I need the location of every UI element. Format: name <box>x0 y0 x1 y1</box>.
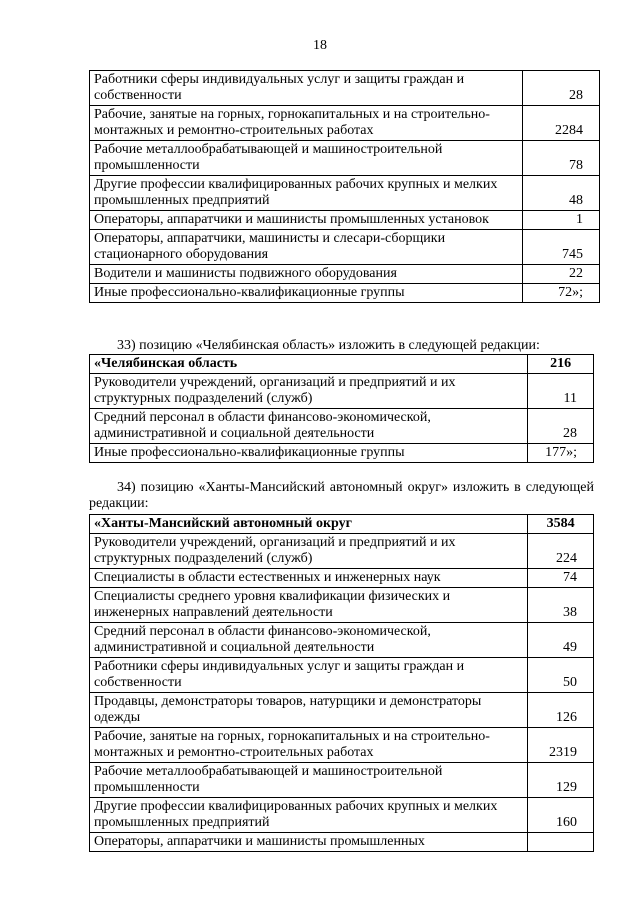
table-row <box>90 588 594 623</box>
count-cell: 38 <box>528 588 594 623</box>
table-row <box>90 569 594 588</box>
count-cell: 1 <box>523 211 600 230</box>
occupation-group-cell: Рабочие металлообрабатывающей и машиностроительной промышленности <box>90 763 528 798</box>
occupation-group-cell: Операторы, аппаратчики и машинисты промышленных установок <box>90 211 523 230</box>
region-name: «Челябинская область <box>90 355 528 374</box>
occupation-group-cell: Рабочие, занятые на горных, горнокапитальных и на строительно-монтажных и ремонтно-строительных работах <box>90 728 528 763</box>
occupation-group-cell: Средний персонал в области финансово-экономической, административной и социальной деятельности <box>90 409 528 444</box>
count-cell: 126 <box>528 693 594 728</box>
table-row <box>90 176 600 211</box>
count-cell: 48 <box>523 176 600 211</box>
occupation-group-cell: Рабочие металлообрабатывающей и машиностроительной промышленности <box>90 141 523 176</box>
occupation-group-cell: Другие профессии квалифицированных рабочих крупных и мелких промышленных предприятий <box>90 176 523 211</box>
region-total: 216 <box>528 355 594 374</box>
paragraph-33: 33) позицию «Челябинская область» изложить в следующей редакции: <box>117 338 540 353</box>
count-cell: 2284 <box>523 106 600 141</box>
occupation-group-cell: Иные профессионально-квалификационные группы <box>90 444 528 463</box>
table-row <box>90 211 600 230</box>
table-chelyabinsk <box>89 354 594 463</box>
table-row <box>90 374 594 409</box>
table-row <box>90 623 594 658</box>
count-cell: 22 <box>523 265 600 284</box>
occupation-group-cell: Специалисты в области естественных и инженерных наук <box>90 569 528 588</box>
table-row <box>90 658 594 693</box>
occupation-group-cell: Другие профессии квалифицированных рабочих крупных и мелких промышленных предприятий <box>90 798 528 833</box>
count-cell: 78 <box>523 141 600 176</box>
paragraph-34: 34) позицию «Ханты-Мансийский автономный округ» изложить в следующей редакции: <box>89 480 594 511</box>
occupation-group-cell: Работники сферы индивидуальных услуг и защиты граждан и собственности <box>90 71 523 106</box>
occupation-group-cell: Руководители учреждений, организаций и предприятий и их структурных подразделений (служб) <box>90 534 528 569</box>
count-cell: 160 <box>528 798 594 833</box>
occupation-group-cell: Иные профессионально-квалификационные группы <box>90 284 523 303</box>
count-cell: 745 <box>523 230 600 265</box>
occupation-group-cell: Водители и машинисты подвижного оборудования <box>90 265 523 284</box>
occupation-group-cell: Работники сферы индивидуальных услуг и защиты граждан и собственности <box>90 658 528 693</box>
table-khanty-mansiysk <box>89 514 594 852</box>
page-number: 18 <box>313 38 327 53</box>
table-row <box>90 763 594 798</box>
occupation-group-cell: Средний персонал в области финансово-экономической, административной и социальной деятельности <box>90 623 528 658</box>
occupation-group-cell: Операторы, аппаратчики, машинисты и слесари-сборщики стационарного оборудования <box>90 230 523 265</box>
occupation-group-cell: Рабочие, занятые на горных, горнокапитальных и на строительно-монтажных и ремонтно-строительных работах <box>90 106 523 141</box>
occupation-group-cell: Руководители учреждений, организаций и предприятий и их структурных подразделений (служб) <box>90 374 528 409</box>
table-row <box>90 798 594 833</box>
region-name: «Ханты-Мансийский автономный округ <box>90 515 528 534</box>
table-row <box>90 409 594 444</box>
table-header-row <box>90 355 594 374</box>
table-row <box>90 833 594 852</box>
count-cell: 28 <box>523 71 600 106</box>
table-row <box>90 284 600 303</box>
occupation-group-cell: Операторы, аппаратчики и машинисты промышленных <box>90 833 528 852</box>
table-row <box>90 265 600 284</box>
count-cell: 177»; <box>528 444 594 463</box>
table-row <box>90 71 600 106</box>
occupation-group-cell: Специалисты среднего уровня квалификации физических и инженерных направлений деятельности <box>90 588 528 623</box>
count-cell: 49 <box>528 623 594 658</box>
count-cell: 50 <box>528 658 594 693</box>
count-cell <box>528 833 594 852</box>
count-cell: 28 <box>528 409 594 444</box>
table-row <box>90 534 594 569</box>
occupation-group-cell: Продавцы, демонстраторы товаров, натурщики и демонстраторы одежды <box>90 693 528 728</box>
count-cell: 74 <box>528 569 594 588</box>
count-cell: 11 <box>528 374 594 409</box>
table-continuation <box>89 70 600 303</box>
count-cell: 224 <box>528 534 594 569</box>
table-row <box>90 141 600 176</box>
region-total: 3584 <box>528 515 594 534</box>
table-row <box>90 230 600 265</box>
table-row <box>90 693 594 728</box>
table-row <box>90 444 594 463</box>
table-header-row <box>90 515 594 534</box>
table-row <box>90 728 594 763</box>
count-cell: 129 <box>528 763 594 798</box>
count-cell: 72»; <box>523 284 600 303</box>
count-cell: 2319 <box>528 728 594 763</box>
table-row <box>90 106 600 141</box>
